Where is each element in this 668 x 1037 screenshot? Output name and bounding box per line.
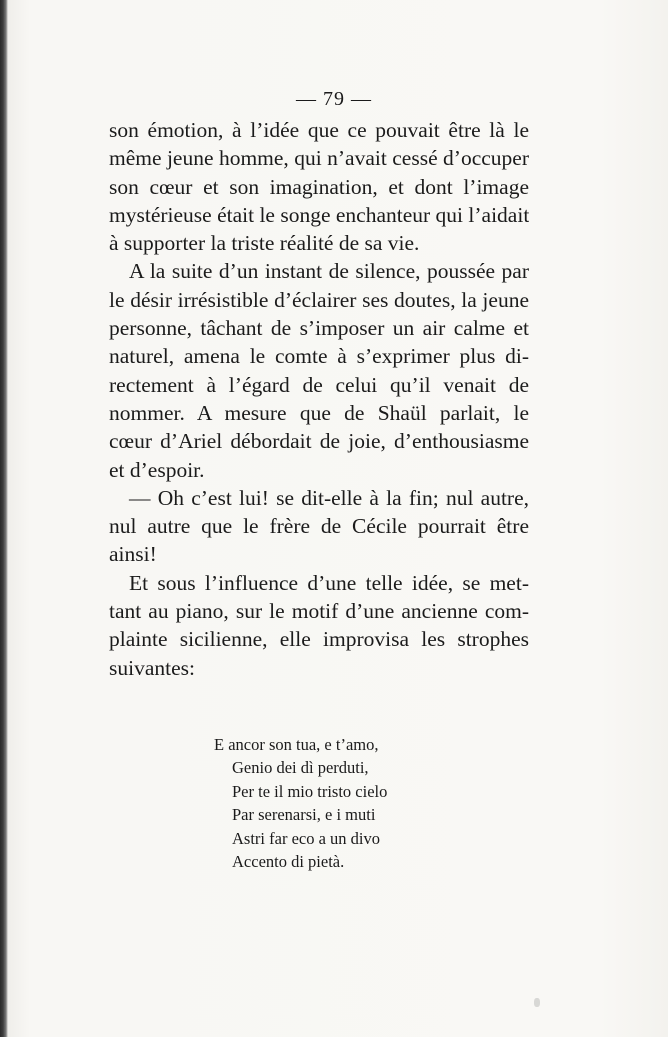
text-line: à supporter la triste réalité de sa vie. — [109, 231, 420, 256]
text-line: nommer. A mesure que de Shaül parlait, le — [109, 400, 529, 425]
text-line: — Oh c’est lui! se dit-elle à la fin; nul autre, — [129, 485, 529, 510]
page-number: — 79 — — [296, 88, 372, 110]
poem-line: E ancor son tua, e t’amo, — [214, 735, 379, 754]
text-line: A la suite d’un instant de silence, poussée par — [129, 259, 529, 284]
text-line: mystérieuse était le songe enchanteur qui l’aidait — [109, 202, 529, 227]
text-line: plainte sicilienne, elle improvisa les strophes — [109, 627, 529, 652]
paper-smudge — [534, 998, 540, 1007]
text-line: le désir irrésistible d’éclairer ses doutes, la jeune — [109, 287, 529, 312]
binding-edge — [0, 0, 8, 1037]
text-line: personne, tâchant de s’imposer un air calme et — [109, 316, 529, 341]
text-line: rectement à l’égard de celui qu’il venait de — [109, 372, 529, 397]
poem-line: Astri far eco a un divo — [232, 828, 380, 848]
prose-body — [109, 116, 529, 682]
poem-stanza — [214, 733, 387, 873]
poem-line: Par serenarsi, e i muti — [232, 805, 376, 825]
text-line: son émotion, à l’idée que ce pouvait être là le — [109, 118, 529, 142]
text-line: tant au piano, sur le motif d’une ancienne com- — [109, 599, 529, 624]
poem-line: Genio dei dì perduti, — [232, 758, 369, 778]
poem-line: Accento di pietà. — [232, 852, 345, 872]
text-line: même jeune homme, qui n’avait cessé d’occuper — [109, 146, 529, 171]
text-line: nul autre que le frère de Cécile pourrait être — [109, 514, 529, 539]
text-line: suivantes: — [109, 655, 195, 680]
text-line: naturel, amena le comte à s’exprimer plus di- — [109, 344, 529, 369]
text-line: Et sous l’influence d’une telle idée, se met- — [129, 570, 529, 595]
text-line: et d’espoir. — [109, 457, 205, 482]
text-line: cœur d’Ariel débordait de joie, d’enthousiasme — [109, 429, 529, 454]
text-line: ainsi! — [109, 542, 157, 567]
poem-line: Per te il mio tristo cielo — [232, 781, 388, 801]
text-line: son cœur et son imagination, et dont l’image — [109, 174, 529, 199]
